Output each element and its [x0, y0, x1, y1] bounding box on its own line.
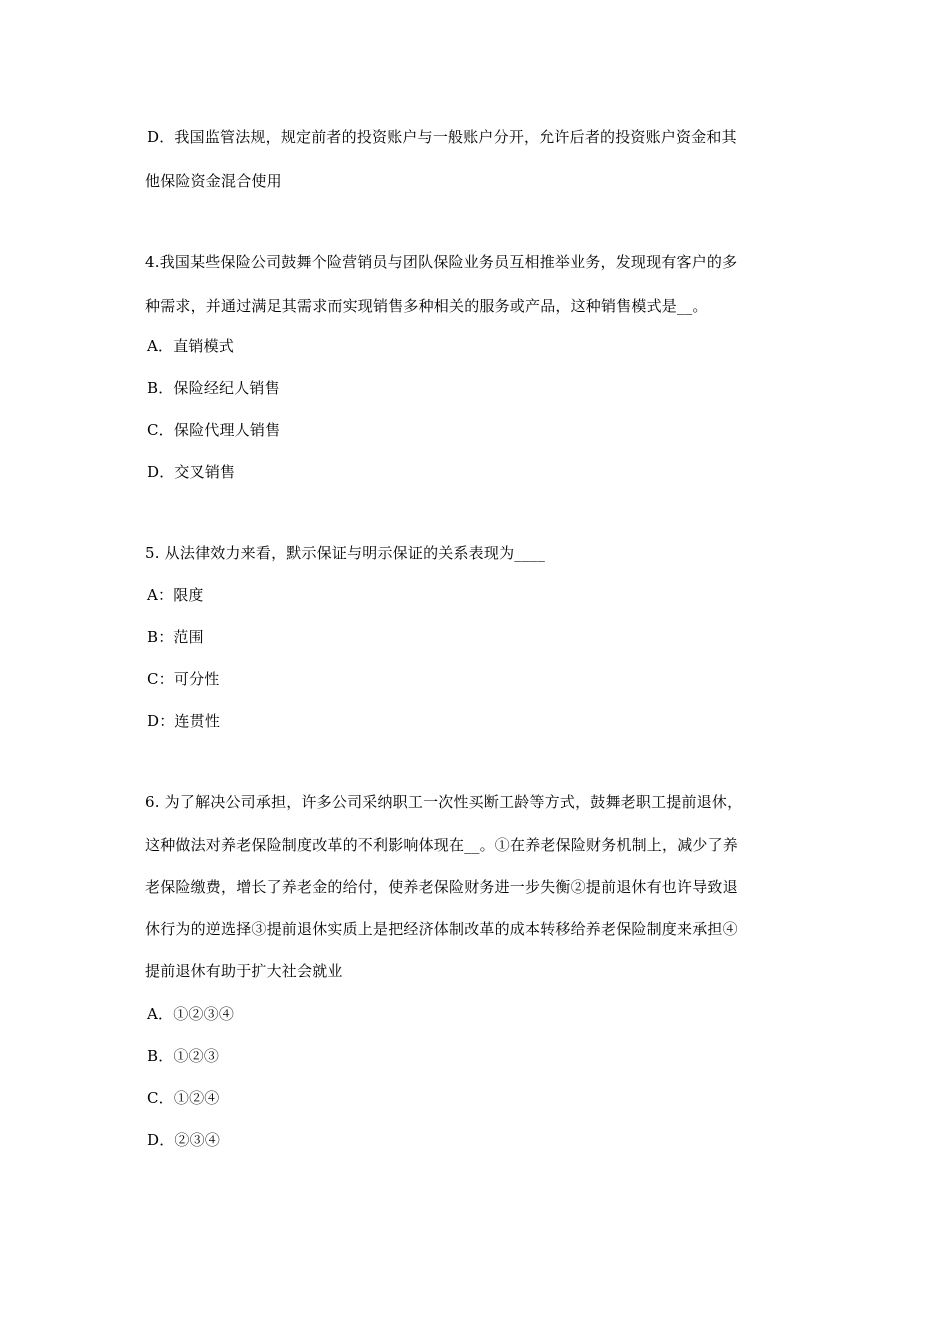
q5-option-c: C：可分性 — [147, 670, 220, 688]
q4-option-c: C．保险代理人销售 — [147, 421, 281, 439]
q3-option-d-line1: D．我国监管法规，规定前者的投资账户与一般账户分开，允许后者的投资账户资金和其 — [147, 128, 737, 146]
q4-stem-line2: 种需求，并通过满足其需求而实现销售多种相关的服务或产品，这种销售模式是__。 — [145, 297, 708, 315]
q5-stem: 5. 从法律效力来看，默示保证与明示保证的关系表现为____ — [145, 544, 546, 562]
q4-stem-line1: 4.我国某些保险公司鼓舞个险营销员与团队保险业务员互相推举业务，发现现有客户的多 — [145, 253, 738, 271]
q4-option-a: A．直销模式 — [147, 337, 235, 355]
q5-option-b: B：范围 — [147, 628, 204, 646]
q5-option-d: D：连贯性 — [147, 712, 221, 730]
q6-stem-line3: 老保险缴费，增长了养老金的给付，使养老保险财务进一步失衡②提前退休有也许导致退 — [145, 878, 738, 896]
q6-option-d: D．②③④ — [147, 1131, 221, 1149]
q6-option-b: B．①②③ — [147, 1047, 220, 1065]
q6-stem-line5: 提前退休有助于扩大社会就业 — [145, 962, 343, 980]
q6-option-a: A．①②③④ — [147, 1005, 235, 1023]
q6-option-c: C．①②④ — [147, 1089, 220, 1107]
q3-option-d-line2: 他保险资金混合使用 — [145, 172, 282, 190]
q5-option-a: A：限度 — [147, 586, 204, 604]
q6-stem-line1: 6. 为了解决公司承担，许多公司采纳职工一次性买断工龄等方式，鼓舞老职工提前退休， — [145, 793, 743, 811]
q4-option-d: D．交叉销售 — [147, 463, 236, 481]
q6-stem-line4: 休行为的逆选择③提前退休实质上是把经济体制改革的成本转移给养老保险制度来承担④ — [145, 920, 738, 938]
q4-option-b: B．保险经纪人销售 — [147, 379, 280, 397]
q6-stem-line2: 这种做法对养老保险制度改革的不利影响体现在__。①在养老保险财务机制上，减少了养 — [145, 836, 739, 854]
